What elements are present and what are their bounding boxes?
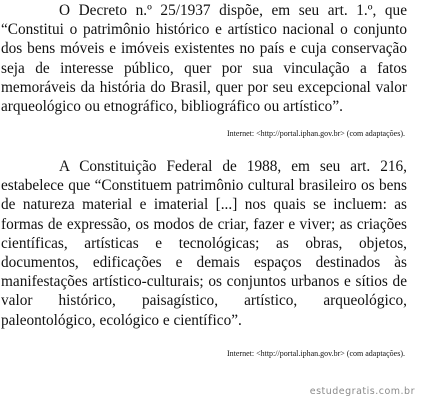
source-citation: Internet: <http://portal.iphan.gov.br> (com adaptações).	[226, 349, 405, 358]
paragraph-decreto: O Decreto n.º 25/1937 dispõe, em seu art. 1.º, que “Constitui o patrimônio histórico e artístico nacional o conjunto dos bens móveis e imóveis existentes no país e cuja conservação seja de interesse público, quer por sua vinculação a fatos memoráveis da história do Brasil, quer por seu excepcional valor arqueológico ou etnográfico, bibliográfico ou artístico”.	[1, 2, 407, 116]
watermark: estudegratis.com.br	[309, 386, 415, 397]
source-citation: Internet: <http://portal.iphan.gov.br> (com adaptações).	[226, 129, 405, 138]
paragraph-constituicao: A Constituição Federal de 1988, em seu art. 216, estabelece que “Constituem patrimônio cultural brasileiro os bens de natureza material e imaterial [...] nos quais se incluem: as formas de expressão, os modos de criar, fazer e viver; as criações científicas, artísticas e tecnológicas; as obras, objetos, documentos, edificações e demais espaços destinados às manifestações artístico-culturais; os conjuntos urbanos e sítios de valor histórico, paisagístico, artístico, arqueológico, paleontológico, ecológico e científico”.	[1, 158, 407, 329]
